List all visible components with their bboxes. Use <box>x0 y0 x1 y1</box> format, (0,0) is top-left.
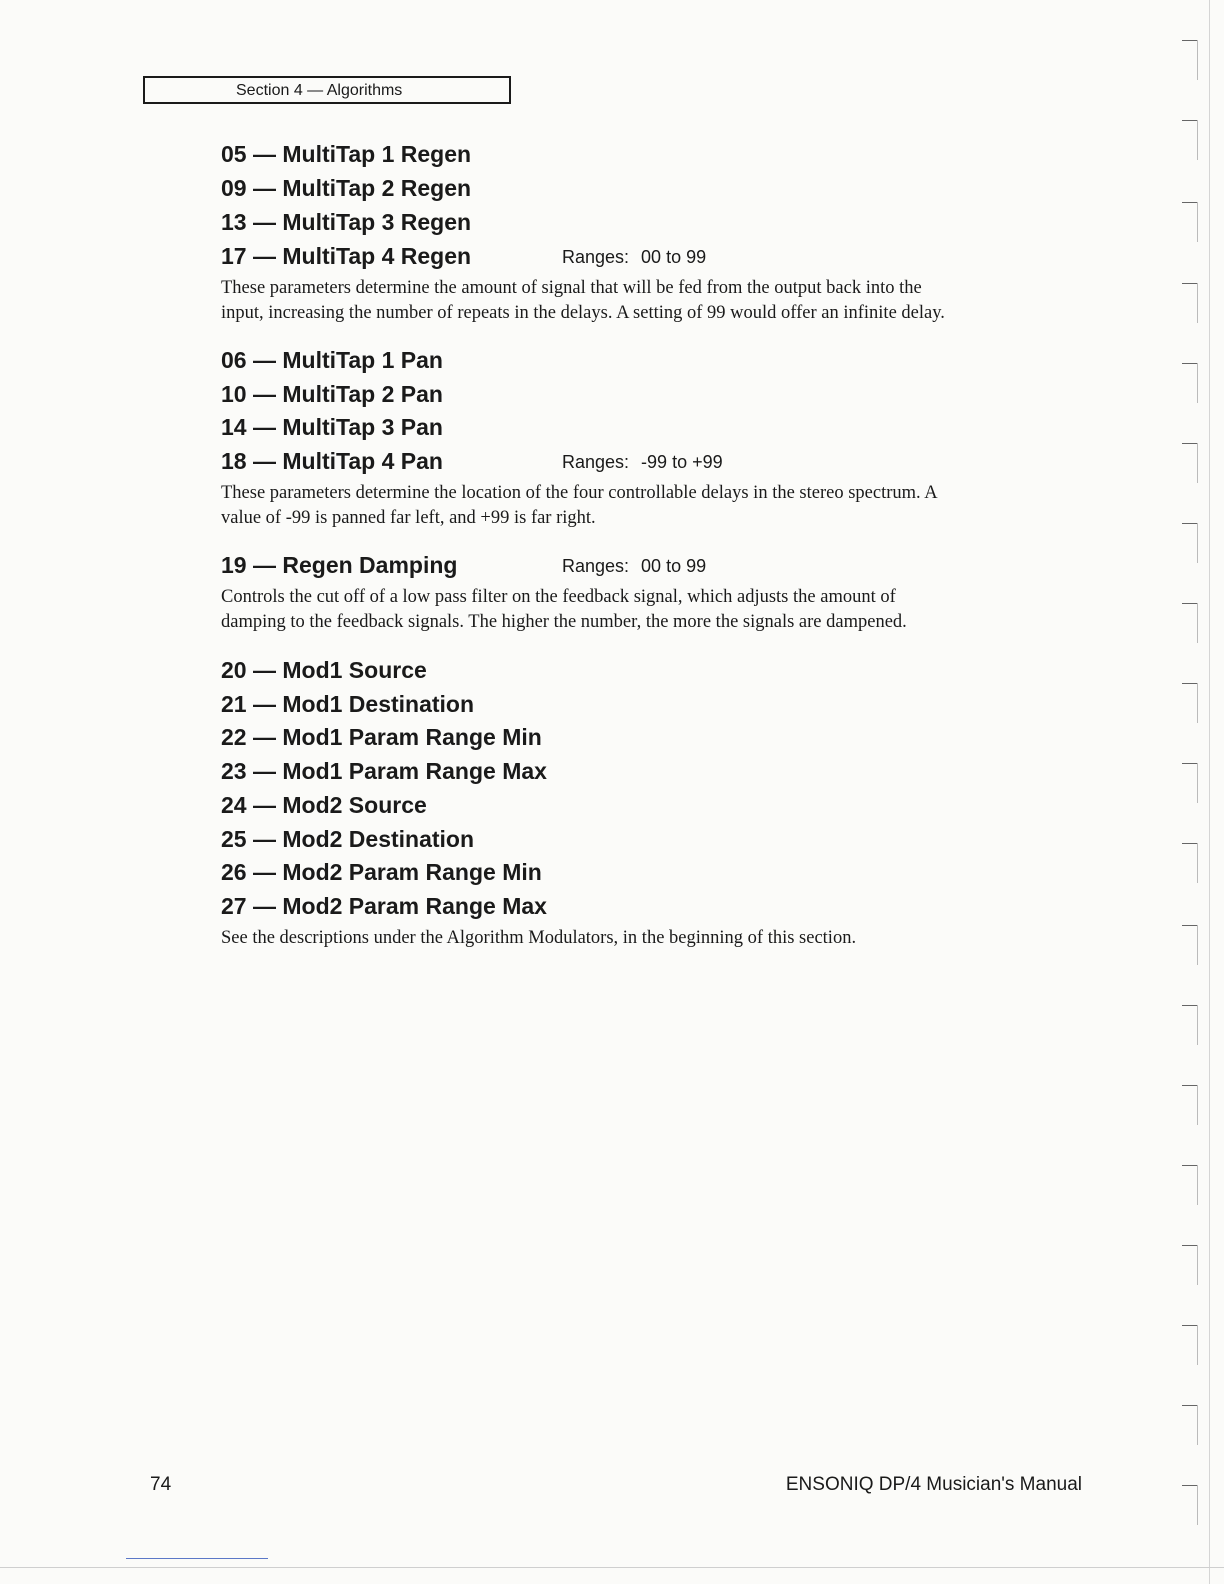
edge-mark <box>1182 603 1198 604</box>
description-line: See the descriptions under the Algorithm Modulators, in the beginning of this section. <box>221 928 857 948</box>
edge-mark <box>1182 363 1198 364</box>
param-heading: 17 — MultiTap 4 Regen <box>221 243 472 269</box>
param-description <box>221 481 1101 531</box>
edge-mark <box>1182 1165 1198 1166</box>
range-value: 00 to 99 <box>641 556 707 576</box>
param-heading: 10 — MultiTap 2 Pan <box>221 381 443 407</box>
manual-title: ENSONIQ DP/4 Musician's Manual <box>785 1474 1082 1495</box>
edge-mark <box>1182 443 1198 444</box>
param-heading: 25 — Mod2 Destination <box>221 826 475 852</box>
range-label-text: Ranges: <box>562 556 630 576</box>
param-heading: 20 — Mod1 Source <box>221 657 427 683</box>
binding-edge-marks <box>1164 0 1224 1584</box>
description-line: Controls the cut off of a low pass filter on the feedback signal, which adjusts the amount of <box>221 587 896 607</box>
edge-mark <box>1182 523 1198 524</box>
edge-mark <box>1182 1245 1198 1246</box>
param-description <box>221 276 1101 326</box>
param-heading: 27 — Mod2 Param Range Max <box>221 893 547 919</box>
param-description <box>221 926 1101 951</box>
edge-mark <box>1182 1005 1198 1006</box>
param-heading: 05 — MultiTap 1 Regen <box>221 141 472 167</box>
page-number: 74 <box>150 1474 172 1495</box>
param-heading: 09 — MultiTap 2 Regen <box>221 175 472 201</box>
param-heading: 13 — MultiTap 3 Regen <box>221 209 472 235</box>
range-label-text: Ranges: <box>562 247 630 267</box>
edge-mark <box>1182 1085 1198 1086</box>
range-label <box>562 451 723 473</box>
range-value: -99 to +99 <box>641 452 723 472</box>
section-header-box <box>143 76 511 104</box>
range-label-text: Ranges: <box>562 452 630 472</box>
param-heading: 24 — Mod2 Source <box>221 792 427 818</box>
param-heading: 21 — Mod1 Destination <box>221 691 475 717</box>
edge-mark <box>1182 763 1198 764</box>
param-heading: 19 — Regen Damping <box>221 552 458 578</box>
param-heading: 23 — Mod1 Param Range Max <box>221 758 547 784</box>
edge-mark <box>1182 1325 1198 1326</box>
range-label <box>562 555 706 577</box>
description-line: These parameters determine the location of the four controllable delays in the stereo spectrum. A <box>221 483 938 503</box>
edge-mark <box>1182 1405 1198 1406</box>
param-heading: 22 — Mod1 Param Range Min <box>221 724 542 750</box>
range-label <box>562 246 706 268</box>
param-heading: 18 — MultiTap 4 Pan <box>221 448 443 474</box>
edge-mark <box>1182 683 1198 684</box>
edge-mark <box>1182 925 1198 926</box>
param-heading: 26 — Mod2 Param Range Min <box>221 859 542 885</box>
edge-mark <box>1182 40 1198 41</box>
description-line: damping to the feedback signals. The higher the number, the more the signals are dampened. <box>221 612 907 632</box>
param-heading: 14 — MultiTap 3 Pan <box>221 414 443 440</box>
param-heading: 06 — MultiTap 1 Pan <box>221 347 443 373</box>
section-label: Section 4 — Algorithms <box>236 82 403 99</box>
description-line: These parameters determine the amount of signal that will be fed from the output back into the <box>221 278 922 298</box>
bottom-rule <box>126 1558 268 1559</box>
edge-mark <box>1182 843 1198 844</box>
range-value: 00 to 99 <box>641 247 707 267</box>
bottom-frame-line <box>0 1567 1224 1568</box>
description-line: value of -99 is panned far left, and +99 is far right. <box>221 508 596 528</box>
edge-mark <box>1182 1485 1198 1486</box>
edge-mark <box>1182 120 1198 121</box>
edge-mark <box>1182 202 1198 203</box>
description-line: input, increasing the number of repeats in the delays. A setting of 99 would offer an infinite delay. <box>221 303 945 323</box>
edge-mark <box>1182 283 1198 284</box>
param-description <box>221 585 1101 635</box>
